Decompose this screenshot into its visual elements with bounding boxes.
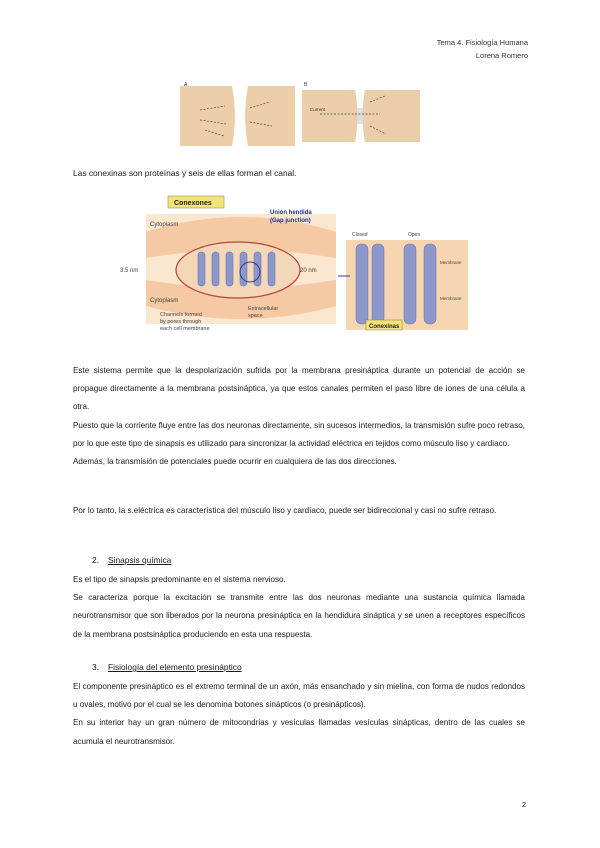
paragraph-line: Este sistema permite que la despolarización sufrida por la membrana presináptica durante un potencial de acción se propague directamente a la membrana postsináptica, ya que estos canales permiten el paso libre de iones de una célula a otra. (73, 366, 525, 412)
paragraph-electrical-transmission (73, 362, 525, 471)
channels-caption-2: by pores through (160, 319, 202, 325)
electrical-synapse-figure (180, 80, 420, 152)
section-number: 2. (92, 555, 99, 565)
panel-a-letter: A (184, 82, 188, 88)
panel-b (302, 80, 420, 152)
gap-junction-diagram (120, 196, 336, 332)
membrane-bottom-label: Membrane (440, 296, 462, 301)
paragraph-electrical-summary: Por lo tanto, la s.eléctrica es característica del músculo liso y cardíaco, puede ser bidireccional y casi no sufre retraso. (73, 506, 497, 515)
right-dimension-label: 20 nm (300, 268, 317, 274)
paragraph-line: Es el tipo de sinapsis predominante en el sistema nervioso. (73, 575, 286, 584)
gap-junction-title: Unión hendida (270, 210, 312, 216)
connexins-label: Conexinas (369, 324, 400, 330)
section-heading-2 (92, 555, 171, 565)
panel-b-current-label: Current (310, 107, 326, 112)
paragraph-line: Puesto que la corriente fluye entre las dos neuronas directamente, sin sucesos intermedios, la transmisión sufre poco retraso, por lo que este tipo de sinapsis es utilizado para sincronizar la actividad eléctrica en tejidos como músculo liso y cardiaco. (73, 420, 525, 448)
section-title: Fisiología del elemento presináptico (108, 662, 242, 672)
connexin-channel-diagram (338, 232, 468, 330)
figure-caption: Las conexinas son proteínas y seis de ellas forman el canal. (73, 168, 297, 178)
extracellular-label-1: Extracellular (248, 306, 279, 312)
paragraph-line: En su interior hay un gran número de mitocondrias y vesículas llamadas vesículas sinápticas, dentro de las cuales se acumula el neurotransmisor. (73, 718, 525, 746)
page-header (437, 36, 528, 62)
section-title: Sinapsis química (108, 555, 172, 565)
section-number: 3. (92, 662, 99, 672)
connexons-label: Conexones (174, 200, 212, 207)
header-author: Lorena Romero (475, 51, 528, 60)
panel-a (180, 80, 295, 152)
gap-junction-figure (120, 192, 480, 342)
closed-label: Closed (352, 232, 368, 238)
extracellular-label-2: space (248, 313, 263, 319)
section-heading-3 (92, 662, 242, 672)
gap-junction-subtitle: (Gap junction) (270, 218, 311, 224)
cytoplasm-top-label: Cytoplasm (150, 222, 179, 228)
paragraph-line: Además, la transmisión de potenciales puede ocurrir en cualquiera de las dos direcciones. (73, 457, 397, 467)
open-label: Open (408, 232, 421, 238)
membrane-top-label: Membrane (440, 260, 462, 265)
cytoplasm-bottom-label: Cytoplasm (150, 298, 179, 304)
header-course: Tema 4. Fisiología Humana (436, 38, 528, 47)
panel-b-letter: B (304, 82, 308, 88)
paragraph-presynaptic (73, 678, 525, 751)
paragraph-chemical-synapse (73, 571, 525, 644)
channels-caption-1: Channels formed (160, 312, 202, 318)
left-dimension-label: 3.5 nm (120, 268, 139, 274)
paragraph-line: El componente presináptico es el extremo terminal de un axón, más ensanchado y sin mielina, con forma de nudos redondos u ovales, motivo por el cual se les denomina botones sinápticos (o presinápticos). (73, 682, 525, 710)
channels-caption-3: each cell membrane (160, 326, 210, 332)
page-number: 2 (521, 800, 526, 809)
paragraph-line: Se caracteriza porque la excitación se transmite entre las dos neuronas mediante una sustancia química llamada neurotransmisor que son liberados por la neurona presináptica en la hendidura sináptica y se unen a receptores específicos de la membrana postsináptica produciendo en esta una respuesta. (73, 593, 525, 639)
